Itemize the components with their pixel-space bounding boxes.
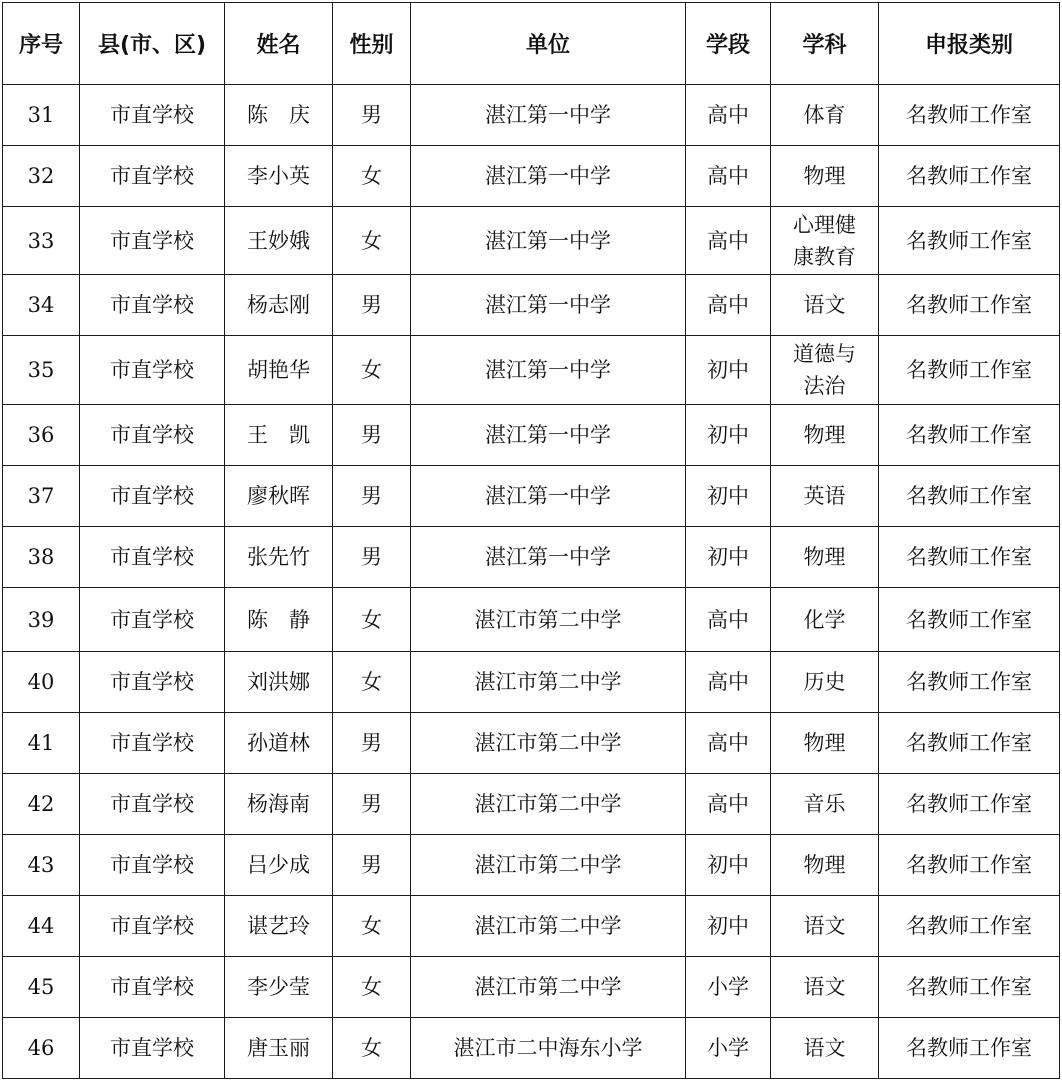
cell-gender: 男 — [333, 835, 411, 896]
cell-unit: 湛江第一中学 — [411, 336, 686, 405]
cell-subject: 道德与 法治 — [771, 336, 879, 405]
header-cell-unit: 单位 — [411, 3, 686, 85]
cell-unit: 湛江市第二中学 — [411, 652, 686, 713]
table-row — [3, 652, 1060, 713]
cell-subject: 心理健 康教育 — [771, 207, 879, 275]
cell-subject: 物理 — [771, 405, 879, 466]
header-cell-category: 申报类别 — [879, 3, 1060, 85]
table-row — [3, 336, 1060, 405]
cell-category: 名教师工作室 — [879, 405, 1060, 466]
cell-no: 41 — [3, 713, 80, 774]
cell-no: 37 — [3, 466, 80, 527]
table-row — [3, 405, 1060, 466]
cell-unit: 湛江市第二中学 — [411, 957, 686, 1018]
cell-county: 市直学校 — [80, 896, 225, 957]
header-cell-name: 姓名 — [225, 3, 333, 85]
header-cell-no: 序号 — [3, 3, 80, 85]
cell-county: 市直学校 — [80, 774, 225, 835]
cell-county: 市直学校 — [80, 1018, 225, 1079]
cell-gender: 女 — [333, 207, 411, 275]
cell-stage: 小学 — [686, 957, 771, 1018]
cell-category: 名教师工作室 — [879, 275, 1060, 336]
cell-no: 33 — [3, 207, 80, 275]
cell-stage: 初中 — [686, 466, 771, 527]
cell-stage: 初中 — [686, 835, 771, 896]
cell-stage: 高中 — [686, 713, 771, 774]
cell-unit: 湛江市二中海东小学 — [411, 1018, 686, 1079]
cell-stage: 高中 — [686, 275, 771, 336]
cell-name: 杨志刚 — [225, 275, 333, 336]
cell-no: 32 — [3, 146, 80, 207]
cell-gender: 女 — [333, 896, 411, 957]
cell-name: 刘洪娜 — [225, 652, 333, 713]
cell-no: 35 — [3, 336, 80, 405]
cell-gender: 女 — [333, 652, 411, 713]
cell-gender: 女 — [333, 1018, 411, 1079]
cell-subject: 物理 — [771, 713, 879, 774]
cell-gender: 女 — [333, 146, 411, 207]
cell-gender: 男 — [333, 713, 411, 774]
table-row — [3, 207, 1060, 275]
cell-stage: 高中 — [686, 774, 771, 835]
cell-category: 名教师工作室 — [879, 146, 1060, 207]
cell-category: 名教师工作室 — [879, 652, 1060, 713]
cell-stage: 高中 — [686, 207, 771, 275]
cell-category: 名教师工作室 — [879, 713, 1060, 774]
applicant-table — [2, 2, 1060, 1079]
cell-no: 42 — [3, 774, 80, 835]
cell-name: 廖秋晖 — [225, 466, 333, 527]
cell-county: 市直学校 — [80, 588, 225, 652]
cell-unit: 湛江市第二中学 — [411, 896, 686, 957]
cell-no: 39 — [3, 588, 80, 652]
cell-subject: 音乐 — [771, 774, 879, 835]
table-row — [3, 588, 1060, 652]
cell-subject: 体育 — [771, 85, 879, 146]
table-row — [3, 896, 1060, 957]
cell-county: 市直学校 — [80, 835, 225, 896]
cell-stage: 初中 — [686, 405, 771, 466]
cell-subject: 物理 — [771, 835, 879, 896]
cell-stage: 初中 — [686, 336, 771, 405]
cell-subject: 语文 — [771, 275, 879, 336]
cell-subject: 语文 — [771, 1018, 879, 1079]
cell-no: 40 — [3, 652, 80, 713]
cell-name: 陈 静 — [225, 588, 333, 652]
cell-county: 市直学校 — [80, 405, 225, 466]
cell-no: 38 — [3, 527, 80, 588]
cell-subject: 物理 — [771, 146, 879, 207]
cell-name: 张先竹 — [225, 527, 333, 588]
cell-category: 名教师工作室 — [879, 466, 1060, 527]
cell-stage: 高中 — [686, 85, 771, 146]
cell-gender: 男 — [333, 466, 411, 527]
cell-gender: 男 — [333, 85, 411, 146]
table-row — [3, 957, 1060, 1018]
cell-name: 孙道林 — [225, 713, 333, 774]
table-row — [3, 774, 1060, 835]
cell-category: 名教师工作室 — [879, 588, 1060, 652]
cell-county: 市直学校 — [80, 527, 225, 588]
cell-subject: 语文 — [771, 896, 879, 957]
cell-unit: 湛江第一中学 — [411, 466, 686, 527]
cell-gender: 男 — [333, 275, 411, 336]
cell-county: 市直学校 — [80, 652, 225, 713]
table-row — [3, 835, 1060, 896]
cell-unit: 湛江市第二中学 — [411, 774, 686, 835]
cell-name: 李小英 — [225, 146, 333, 207]
cell-category: 名教师工作室 — [879, 85, 1060, 146]
cell-name: 李少莹 — [225, 957, 333, 1018]
cell-category: 名教师工作室 — [879, 527, 1060, 588]
cell-stage: 初中 — [686, 527, 771, 588]
cell-county: 市直学校 — [80, 207, 225, 275]
cell-county: 市直学校 — [80, 146, 225, 207]
table-row — [3, 85, 1060, 146]
table-row — [3, 275, 1060, 336]
cell-gender: 女 — [333, 336, 411, 405]
cell-name: 胡艳华 — [225, 336, 333, 405]
cell-stage: 高中 — [686, 588, 771, 652]
table-row — [3, 713, 1060, 774]
cell-category: 名教师工作室 — [879, 896, 1060, 957]
cell-no: 45 — [3, 957, 80, 1018]
cell-unit: 湛江第一中学 — [411, 146, 686, 207]
cell-unit: 湛江市第二中学 — [411, 588, 686, 652]
cell-subject: 化学 — [771, 588, 879, 652]
cell-name: 唐玉丽 — [225, 1018, 333, 1079]
cell-subject: 物理 — [771, 527, 879, 588]
cell-category: 名教师工作室 — [879, 774, 1060, 835]
cell-unit: 湛江市第二中学 — [411, 835, 686, 896]
header-cell-county: 县(市、区) — [80, 3, 225, 85]
cell-name: 王 凯 — [225, 405, 333, 466]
table-row — [3, 527, 1060, 588]
cell-unit: 湛江第一中学 — [411, 275, 686, 336]
cell-unit: 湛江第一中学 — [411, 527, 686, 588]
table-row — [3, 466, 1060, 527]
cell-subject: 历史 — [771, 652, 879, 713]
cell-county: 市直学校 — [80, 85, 225, 146]
cell-county: 市直学校 — [80, 336, 225, 405]
cell-no: 43 — [3, 835, 80, 896]
cell-unit: 湛江市第二中学 — [411, 713, 686, 774]
table-row — [3, 146, 1060, 207]
cell-category: 名教师工作室 — [879, 957, 1060, 1018]
cell-unit: 湛江第一中学 — [411, 85, 686, 146]
cell-name: 杨海南 — [225, 774, 333, 835]
cell-category: 名教师工作室 — [879, 207, 1060, 275]
cell-stage: 初中 — [686, 896, 771, 957]
cell-no: 44 — [3, 896, 80, 957]
cell-unit: 湛江第一中学 — [411, 405, 686, 466]
cell-gender: 男 — [333, 405, 411, 466]
cell-unit: 湛江第一中学 — [411, 207, 686, 275]
cell-stage: 高中 — [686, 146, 771, 207]
cell-name: 王妙娥 — [225, 207, 333, 275]
cell-county: 市直学校 — [80, 713, 225, 774]
cell-no: 36 — [3, 405, 80, 466]
header-row — [3, 3, 1060, 85]
cell-county: 市直学校 — [80, 466, 225, 527]
cell-category: 名教师工作室 — [879, 1018, 1060, 1079]
cell-name: 吕少成 — [225, 835, 333, 896]
cell-name: 谌艺玲 — [225, 896, 333, 957]
cell-category: 名教师工作室 — [879, 336, 1060, 405]
cell-category: 名教师工作室 — [879, 835, 1060, 896]
table-row — [3, 1018, 1060, 1079]
cell-gender: 男 — [333, 774, 411, 835]
cell-no: 31 — [3, 85, 80, 146]
cell-stage: 高中 — [686, 652, 771, 713]
cell-stage: 小学 — [686, 1018, 771, 1079]
cell-no: 46 — [3, 1018, 80, 1079]
cell-county: 市直学校 — [80, 275, 225, 336]
cell-gender: 女 — [333, 588, 411, 652]
cell-county: 市直学校 — [80, 957, 225, 1018]
cell-gender: 男 — [333, 527, 411, 588]
cell-no: 34 — [3, 275, 80, 336]
cell-subject: 英语 — [771, 466, 879, 527]
cell-gender: 女 — [333, 957, 411, 1018]
header-cell-gender: 性别 — [333, 3, 411, 85]
cell-name: 陈 庆 — [225, 85, 333, 146]
header-cell-stage: 学段 — [686, 3, 771, 85]
header-cell-subject: 学科 — [771, 3, 879, 85]
cell-subject: 语文 — [771, 957, 879, 1018]
